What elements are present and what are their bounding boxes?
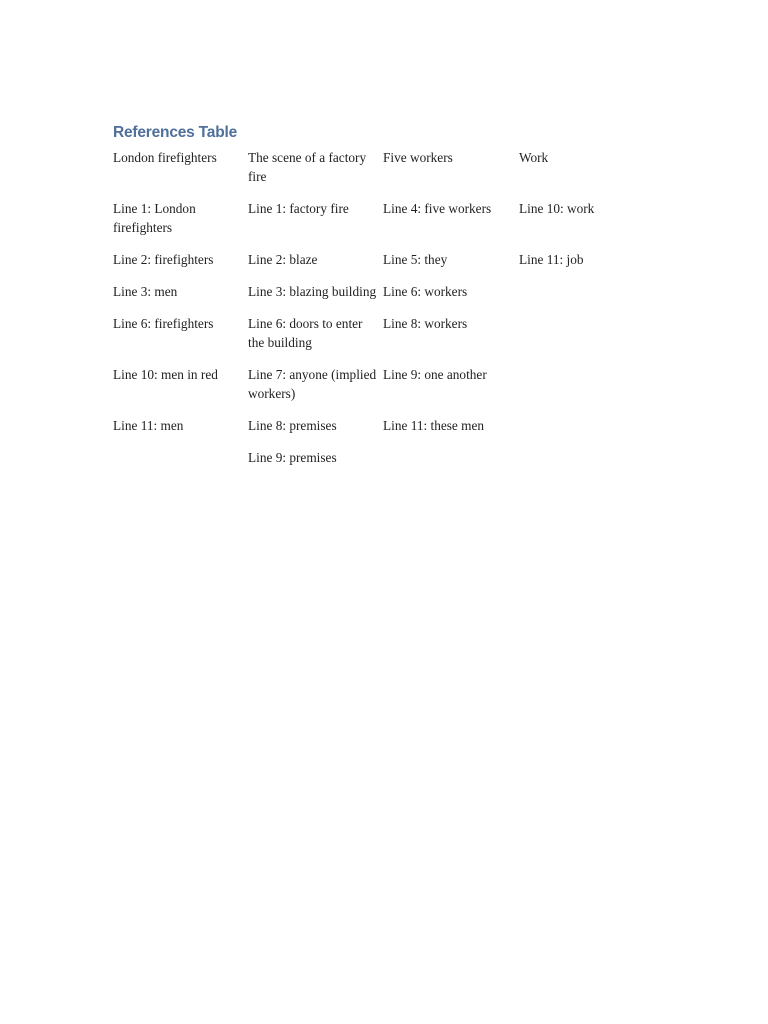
table-cell: Line 6: doors to enter the building: [248, 316, 363, 350]
table-header-row: [113, 148, 629, 199]
table-row: [113, 448, 629, 480]
table-row: [113, 416, 629, 448]
table-cell: Line 11: men: [113, 418, 184, 433]
table-cell: Line 7: anyone (implied workers): [248, 367, 377, 401]
table-cell: Line 2: blaze: [248, 252, 318, 267]
table-cell: Line 6: workers: [383, 284, 468, 299]
table-cell: Line 1: London firefighters: [113, 201, 196, 235]
table-cell: [519, 314, 629, 365]
table-cell: Line 9: premises: [248, 450, 337, 465]
table-cell: [519, 416, 629, 448]
table-cell: [519, 448, 629, 480]
table-cell: [519, 365, 629, 416]
table-row: [113, 314, 629, 365]
table-cell: [113, 448, 248, 480]
table-cell: Line 10: men in red: [113, 367, 218, 382]
table-cell: [383, 448, 519, 480]
table-row: [113, 250, 629, 282]
table-cell: Line 3: blazing building: [248, 284, 377, 299]
table-cell: Line 5: they: [383, 252, 448, 267]
section-heading: References Table: [113, 124, 238, 141]
column-header-cell: The scene of a factory fire: [248, 150, 367, 184]
column-header-cell: London firefighters: [113, 150, 217, 165]
table-cell: [519, 282, 629, 314]
table-cell: Line 3: men: [113, 284, 178, 299]
table-cell: Line 8: workers: [383, 316, 468, 331]
table-cell: Line 11: job: [519, 252, 584, 267]
table-cell: Line 2: firefighters: [113, 252, 214, 267]
column-header-cell: Work: [519, 150, 549, 165]
table-cell: Line 8: premises: [248, 418, 337, 433]
table-cell: Line 6: firefighters: [113, 316, 214, 331]
column-header-cell: Five workers: [383, 150, 453, 165]
references-table: [113, 148, 629, 480]
table-row: [113, 365, 629, 416]
table-cell: Line 9: one another: [383, 367, 487, 382]
table-cell: Line 1: factory fire: [248, 201, 349, 216]
table-cell: Line 11: these men: [383, 418, 485, 433]
table-cell: Line 10: work: [519, 201, 595, 216]
table-row: [113, 282, 629, 314]
table-cell: Line 4: five workers: [383, 201, 492, 216]
table-row: [113, 199, 629, 250]
